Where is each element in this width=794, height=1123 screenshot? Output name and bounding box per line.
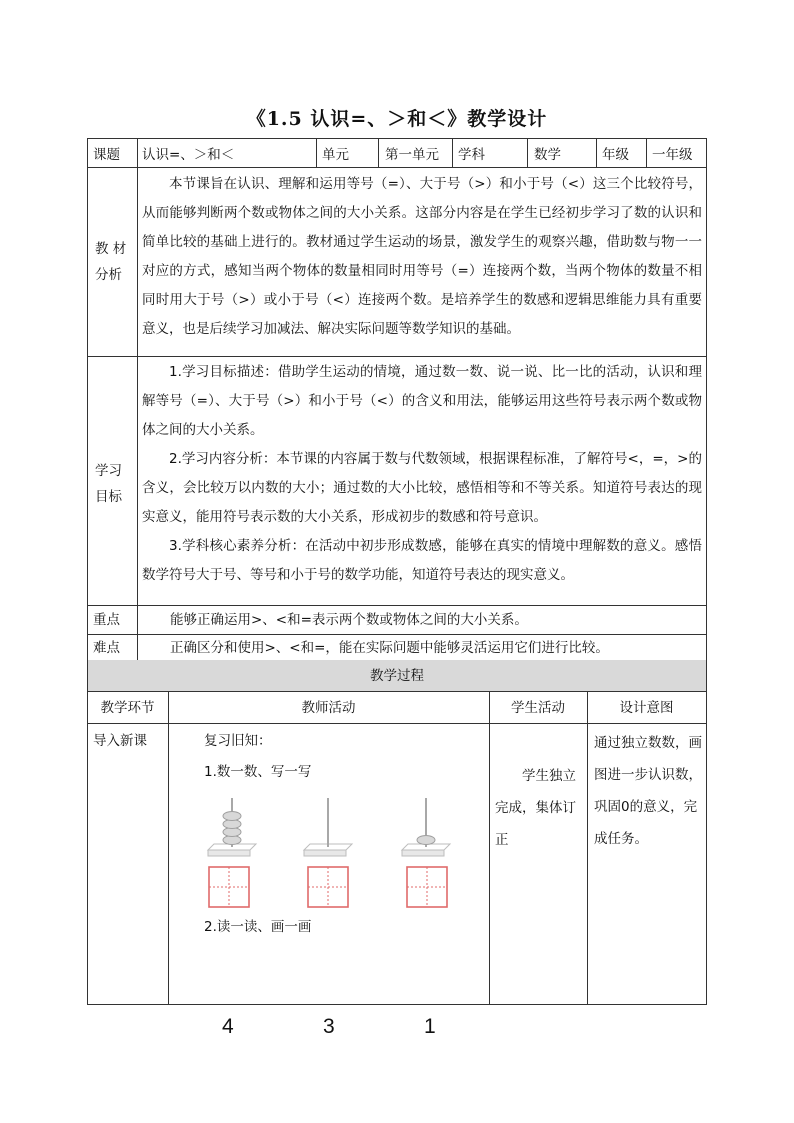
col-student: 学生活动 (511, 700, 565, 716)
key-point-label: 重点 (93, 612, 120, 628)
col-stage: 教学环节 (100, 700, 155, 716)
student-activity: 学生独立完成，集体订正 (495, 768, 576, 848)
writing-grid-3 (407, 867, 447, 907)
abacus-3 (402, 798, 450, 856)
difficulty-label: 难点 (93, 640, 120, 656)
stage-name: 导入新课 (93, 733, 147, 749)
document-title: 《1.5 认识=、＞和＜》教学设计 (246, 108, 548, 130)
design-intent: 通过独立数数，画图进一步认识数，巩固0的意义，完成任务。 (594, 735, 702, 847)
unit-value: 第一单元 (385, 147, 439, 163)
answer-2: 3 (323, 1015, 335, 1038)
col-teacher: 教师活动 (301, 700, 356, 716)
unit-label: 单元 (322, 147, 349, 163)
grade-label: 年级 (602, 147, 629, 163)
objective-2: 2.学习内容分析：本节课的内容属于数与代数领域，根据课程标准，了解符号<，=，>的含义，会比较万以内数的大小；通过数的大小比较，感悟相等和不等关系。知道符号表达的现实意义，能用符号表示数的大小关系，形成初步的数感和符号意识。 (142, 451, 702, 525)
abacus-1 (208, 798, 256, 856)
subject-value: 数学 (534, 147, 561, 163)
objectives-text (142, 358, 702, 590)
review-heading: 复习旧知： (204, 733, 272, 749)
objectives-label-1: 学习 (95, 463, 122, 479)
process-title: 教学过程 (370, 668, 424, 684)
answer-3: 1 (424, 1015, 436, 1038)
topic-label: 课题 (93, 147, 120, 163)
grade-value: 一年级 (652, 147, 693, 163)
writing-grid-2 (308, 867, 348, 907)
analysis-label-1: 教 材 (95, 241, 127, 257)
analysis-text: 本节课旨在认识、理解和运用等号（=）、大于号（>）和小于号（<）这三个比较符号，从而能够判断两个数或物体之间的大小关系。这部分内容是在学生已经初步学习了数的认识和简单比较的基础上进行的。教材通过学生运动的场景，激发学生的观察兴趣，借助数与物一一对应的方式，感知当两个物体的数量相同时用等号（=）连接两个数，当两个物体的数量不相同时用大于号（>）或小于号（<）连接两个数。是培养学生的数感和逻辑思维能力具有重要意义，也是后续学习加减法、解决实际问题等数学知识的基础。 (142, 176, 702, 337)
subject-label: 学科 (458, 147, 485, 163)
answer-1: 4 (222, 1015, 234, 1038)
bead (223, 812, 241, 821)
abacus-2 (304, 798, 352, 856)
difficulty-text: 正确区分和使用>、<和=，能在实际问题中能够灵活运用它们进行比较。 (170, 640, 609, 656)
writing-grid-1 (209, 867, 249, 907)
task-2: 2.读一读、画一画 (204, 919, 312, 935)
objectives-label-2: 目标 (95, 489, 122, 505)
topic-value: 认识=、＞和＜ (142, 147, 235, 163)
key-point-text: 能够正确运用>、<和=表示两个数或物体之间的大小关系。 (170, 612, 528, 628)
task-1: 1.数一数、写一写 (204, 764, 312, 780)
bead (417, 836, 435, 845)
col-intent: 设计意图 (619, 700, 674, 716)
analysis-label-2: 分析 (95, 267, 122, 283)
writing-grids (200, 864, 470, 914)
objective-1: 1.学习目标描述：借助学生运动的情境，通过数一数、说一说、比一比的活动，认识和理解等号（=）、大于号（>）和小于号（<）的含义和用法，能够运用这些符号表示两个数或物体之间的大小关系。 (142, 364, 702, 438)
objective-3: 3.学科核心素养分析：在活动中初步形成数感，能够在真实的情境中理解数的意义。感悟数学符号大于号、等号和小于号的数学功能，知道符号表达的现实意义。 (142, 538, 702, 583)
